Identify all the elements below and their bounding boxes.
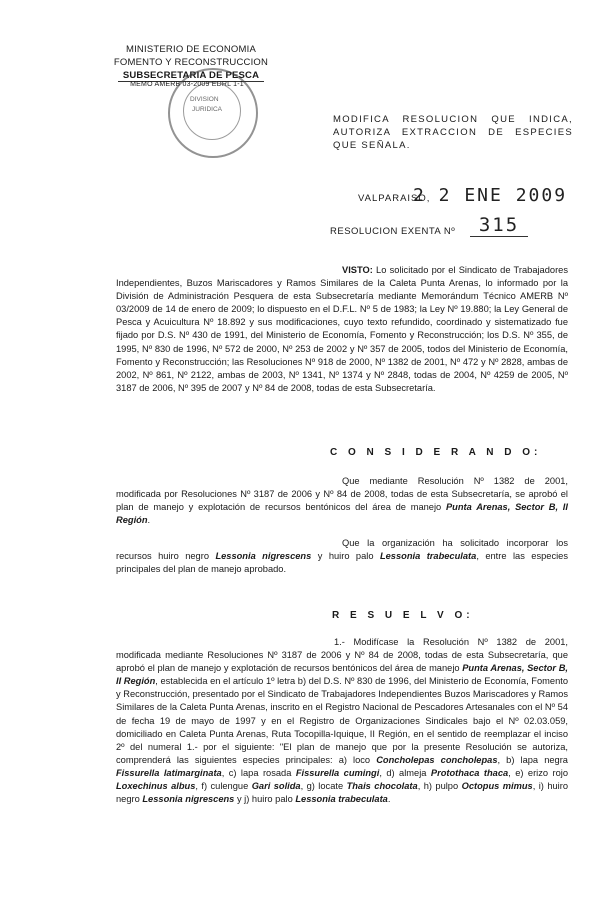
species-fissurella-cumingi: Fissurella cumingi	[295, 767, 380, 778]
resolution-date: 2 2 ENE 2009	[413, 185, 568, 206]
resuelvo-text-8: , g) locate	[300, 781, 347, 792]
species-thais-chocolata: Thais chocolata	[346, 781, 418, 792]
ministry-subtitle: FOMENTO Y RECONSTRUCCION	[113, 57, 269, 68]
resolution-number-label: RESOLUCION EXENTA Nº	[330, 226, 456, 237]
considerando-paragraph-1	[116, 475, 568, 527]
resolution-number: 315	[470, 214, 528, 237]
considerando-2-text-b: y huiro palo	[311, 551, 380, 562]
resuelvo-text-2: , establecida en el artículo 1º letra b) del D.S. Nº 830 de 1996, del Ministerio de Economía, Fomento y Reconstrucción, presentado por el Sindicato de Trabajadores Independientes Buzos Mariscadores y Ramos Similares de la Caleta Punta Arenas, inscrito en el Registro Nacional de Pescadores Artesanales con el Nº 54 de fecha 19 de mayo de 1997 y en el Registro de Organizaciones Sindicales bajo el Nº 02.03.059, domiciliado en Caleta Punta Arenas, Ruta Tocopilla-Iquique, II Región, en el sentido de reemplazar el inciso 2º del numeral 1.- por el siguiente: "El plan de manejo que por la presente Resolución se autoriza, comprenderá las siguientes especies principales: a) loco	[116, 676, 568, 765]
resuelvo-end: .	[387, 794, 391, 805]
considerando-paragraph-2	[116, 537, 568, 576]
resuelvo-text-6: , e) erizo rojo	[508, 767, 568, 778]
resuelvo-text-10: , i) huiro negro	[116, 781, 568, 805]
resuelvo-text-5: , d) almeja	[379, 767, 431, 778]
species-concholepas: Concholepas concholepas	[376, 754, 498, 765]
species-lessonia-nigrescens-2: Lessonia nigrescens	[142, 794, 235, 805]
considerando-1-text: Que mediante Resolución Nº 1382 de 2001, modificada por Resoluciones Nº 3187 de 2006 y Nº 84 de 2008, todas de esta Subsecretaría, se aprobó el plan de manejo y explotación de recursos bentónicos del área de manejo	[116, 476, 568, 513]
species-lessonia-nigrescens: Lessonia nigrescens	[215, 551, 312, 562]
area-name-resuelvo: Punta Arenas, Sector B, II Región	[116, 663, 568, 687]
resuelvo-text-4: , c) lapa rosada	[221, 767, 296, 778]
resuelvo-text-9: , h) pulpo	[417, 781, 462, 792]
ministry-name: MINISTERIO DE ECONOMIA	[125, 44, 257, 55]
stamp-label-2: JURIDICA	[192, 106, 222, 113]
area-name: Punta Arenas, Sector B, II Región	[116, 502, 568, 526]
visto-label: VISTO:	[342, 265, 373, 275]
place-label: VALPARAISO,	[358, 193, 431, 204]
species-fissurella-latimarginata: Fissurella latimarginata	[116, 767, 222, 778]
resuelvo-text-3: , b) lapa negra	[497, 754, 568, 765]
stamp-label-1: DIVISION	[190, 96, 219, 103]
species-gari-solida: Gari solida	[251, 781, 301, 792]
species-lessonia-trabeculata-2: Lessonia trabeculata	[295, 794, 388, 805]
species-octopus-mimus: Octopus mimus	[461, 781, 533, 792]
species-lessonia-trabeculata: Lessonia trabeculata	[379, 551, 477, 562]
considerando-2-text: Que la organización ha solicitado incorporar los recursos huiro negro	[116, 538, 568, 562]
resuelvo-heading: R E S U E L V O:	[332, 610, 474, 621]
resuelvo-text-11: y j) huiro palo	[234, 794, 296, 805]
subsecretaria-name: SUBSECRETARIA DE PESCA	[118, 70, 264, 82]
memo-reference: MEMO AMERB 03-2009 EDRL 1-1	[130, 81, 244, 88]
considerando-1-end: .	[147, 515, 151, 526]
species-loxechinus-albus: Loxechinus albus	[116, 781, 196, 792]
resuelvo-text-7: , f) culengue	[195, 781, 252, 792]
resuelvo-text-1: 1.- Modifícase la Resolución Nº 1382 de 2001, modificada mediante Resoluciones Nº 3187 de 2006 y Nº 84 de 2008, todas de esta Subsecretaría, que aprobó el plan de manejo y explotación de recursos bentónicos del área de manejo	[116, 637, 568, 674]
considerando-heading: C O N S I D E R A N D O:	[330, 447, 542, 458]
visto-paragraph	[116, 264, 568, 395]
species-protothaca-thaca: Protothaca thaca	[430, 767, 509, 778]
visto-text: Lo solicitado por el Sindicato de Trabajadores Independientes, Buzos Mariscadores y Ramos Similares de la Caleta Punta Arenas, lo informado por la División de Administración Pesquera de esta Subsecretaría mediante Memorándum Técnico AMERB Nº 03/2009 de 14 de enero de 2009; lo dispuesto en el D.F.L. Nº 5 de 1983; la Ley Nº 19.880; la Ley General de Pesca y Acuicultura Nº 18.892 y sus modificaciones, cuyo texto refundido, coordinado y sistematizado fue fijado por D.S. Nº 430 de 1991, del Ministerio de Economía, Fomento y Reconstrucción; los D.S. Nº 355, de 1995, Nº 830 de 1996, Nº 572 de 2000, Nº 253 de 2002 y Nº 357 de 2005, todos del Ministerio de Economía, Fomento y Reconstrucción; las Resoluciones Nº 918 de 2000, Nº 1382 de 2001, Nº 472 y Nº 2828, ambas de 2002, Nº 861, Nº 2122, ambas de 2003, Nº 1341, Nº 1374 y Nº 2848, todas de 2004, Nº 4259 de 2005, Nº 3187 de 2006, Nº 395 de 2007 y Nº 84 de 2008, todas de esta Subsecretaría.	[116, 265, 568, 393]
considerando-2-end: , entre las especies principales del plan de manejo aprobado.	[116, 551, 568, 575]
resuelvo-paragraph-1	[116, 636, 568, 806]
resolution-subject: MODIFICA RESOLUCION QUE INDICA, AUTORIZA EXTRACCION DE ESPECIES QUE SEÑALA.	[333, 114, 573, 151]
